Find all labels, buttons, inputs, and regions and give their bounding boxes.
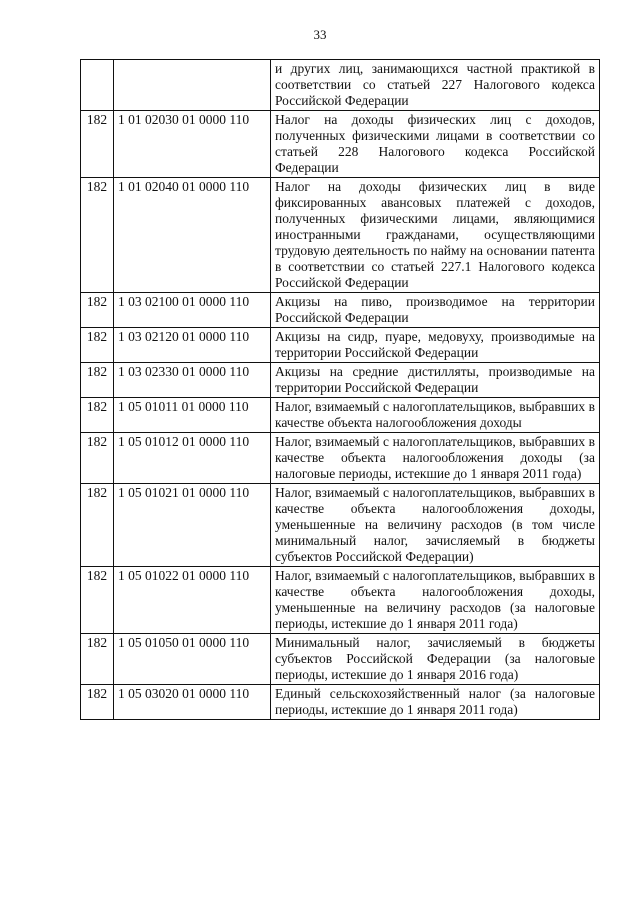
budget-classification-table (80, 59, 600, 720)
table-row (81, 634, 600, 685)
budget-code-cell: 1 05 01011 01 0000 110 (114, 398, 271, 433)
admin-code-cell: 182 (81, 567, 114, 634)
revenue-name-cell: Налог, взимаемый с налогоплательщиков, выбравших в качестве объекта налогообложения доходы (за налоговые периоды, истекшие до 1 января 2011 года) (271, 433, 600, 484)
revenue-name-cell: Налог, взимаемый с налогоплательщиков, выбравших в качестве объекта налогообложения доходы (271, 398, 600, 433)
admin-code-cell: 182 (81, 328, 114, 363)
page-number: 33 (313, 27, 327, 42)
revenue-name-cell: Акцизы на пиво, производимое на территории Российской Федерации (271, 293, 600, 328)
budget-code-cell: 1 03 02330 01 0000 110 (114, 363, 271, 398)
revenue-name-cell: Налог на доходы физических лиц в виде фиксированных авансовых платежей с доходов, полученных физическими лицами, являющимися иностранными гражданами, осуществляющими трудовую деятельность по найму на основании патента в соответствии со статьей 227.1 Налогового кодекса Российской Федерации (271, 178, 600, 293)
table-row (81, 567, 600, 634)
budget-code-cell (114, 60, 271, 111)
admin-code-cell: 182 (81, 178, 114, 293)
revenue-name-cell: Налог, взимаемый с налогоплательщиков, выбравших в качестве объекта налогообложения доходы, уменьшенные на величину расходов (за налоговые периоды, истекшие до 1 января 2011 года) (271, 567, 600, 634)
table-row (81, 433, 600, 484)
budget-code-cell: 1 05 03020 01 0000 110 (114, 685, 271, 720)
admin-code-cell (81, 60, 114, 111)
revenue-name-cell: Акцизы на средние дистилляты, производимые на территории Российской Федерации (271, 363, 600, 398)
admin-code-cell: 182 (81, 634, 114, 685)
revenue-name-cell: и других лиц, занимающихся частной практикой в соответствии со статьей 227 Налогового кодекса Российской Федерации (271, 60, 600, 111)
revenue-name-cell: Налог, взимаемый с налогоплательщиков, выбравших в качестве объекта налогообложения доходы, уменьшенные на величину расходов (в том числе минимальный налог, зачисляемый в бюджеты субъектов Российской Федерации) (271, 484, 600, 567)
budget-code-cell: 1 05 01012 01 0000 110 (114, 433, 271, 484)
admin-code-cell: 182 (81, 685, 114, 720)
budget-code-cell: 1 01 02030 01 0000 110 (114, 111, 271, 178)
admin-code-cell: 182 (81, 293, 114, 328)
table-row (81, 178, 600, 293)
admin-code-cell: 182 (81, 433, 114, 484)
budget-code-cell: 1 01 02040 01 0000 110 (114, 178, 271, 293)
table-row (81, 111, 600, 178)
table-row (81, 60, 600, 111)
budget-code-cell: 1 03 02100 01 0000 110 (114, 293, 271, 328)
revenue-name-cell: Минимальный налог, зачисляемый в бюджеты субъектов Российской Федерации (за налоговые периоды, истекшие до 1 января 2016 года) (271, 634, 600, 685)
admin-code-cell: 182 (81, 363, 114, 398)
admin-code-cell: 182 (81, 484, 114, 567)
budget-code-cell: 1 05 01050 01 0000 110 (114, 634, 271, 685)
budget-code-cell: 1 05 01022 01 0000 110 (114, 567, 271, 634)
budget-code-cell: 1 05 01021 01 0000 110 (114, 484, 271, 567)
budget-code-cell: 1 03 02120 01 0000 110 (114, 328, 271, 363)
table-row (81, 398, 600, 433)
table-row (81, 363, 600, 398)
admin-code-cell: 182 (81, 398, 114, 433)
table-row (81, 328, 600, 363)
revenue-name-cell: Налог на доходы физических лиц с доходов, полученных физическими лицами в соответствии со статьей 228 Налогового кодекса Российской Федерации (271, 111, 600, 178)
revenue-name-cell: Акцизы на сидр, пуаре, медовуху, производимые на территории Российской Федерации (271, 328, 600, 363)
table-row (81, 484, 600, 567)
table-row (81, 685, 600, 720)
revenue-name-cell: Единый сельскохозяйственный налог (за налоговые периоды, истекшие до 1 января 2011 года) (271, 685, 600, 720)
table-row (81, 293, 600, 328)
admin-code-cell: 182 (81, 111, 114, 178)
